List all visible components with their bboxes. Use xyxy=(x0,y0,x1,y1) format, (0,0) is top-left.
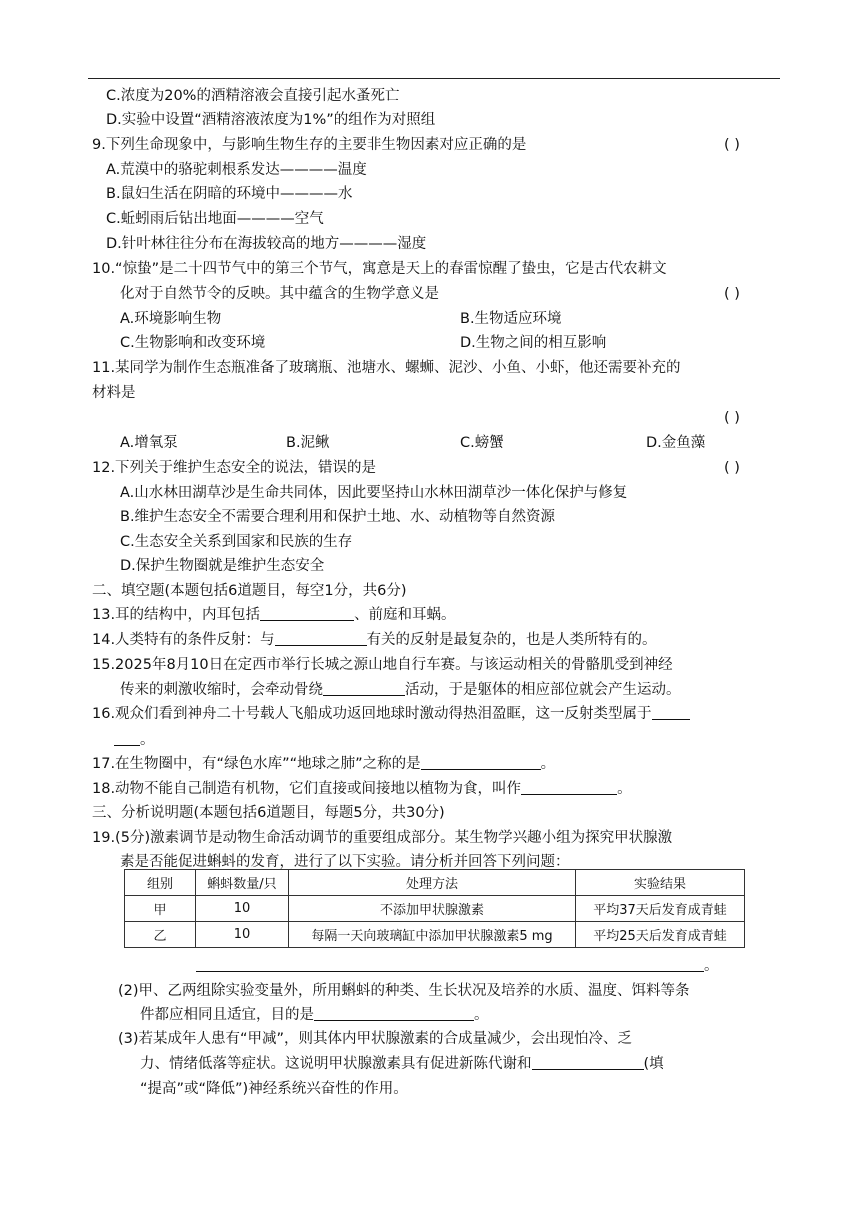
table-header-row xyxy=(125,870,745,896)
q11-stem-line2: 材料是 xyxy=(92,385,136,401)
q18-answer-blank[interactable] xyxy=(521,780,617,795)
table-cell: 10 xyxy=(196,896,289,922)
q19-part3-line1: (3)若某成年人患有“甲减”，则其体内甲状腺激素的合成量减少，会出现怕冷、乏 xyxy=(118,1031,633,1047)
q19-stem-line2: 素是否能促进蝌蚪的发育，进行了以下实验。请分析并回答下列问题： xyxy=(120,854,570,870)
table-cell: 平均37天后发育成青蛙 xyxy=(576,896,745,922)
q19-part1-answer-line xyxy=(196,956,719,976)
q18-text-b: 。 xyxy=(617,781,632,797)
q11-option-c: C.螃蟹 xyxy=(460,435,504,451)
table-row xyxy=(125,922,745,948)
q17-answer-blank[interactable] xyxy=(421,755,541,770)
q19-part1-end: 。 xyxy=(704,958,719,974)
q16-line1 xyxy=(92,704,690,724)
q12-stem: 12.下列关于维护生态安全的说法，错误的是 xyxy=(92,460,377,476)
q12-answer-paren: ( ) xyxy=(724,460,740,476)
q19-part2-line1: (2)甲、乙两组除实验变量外，所用蝌蚪的种类、生长状况及培养的水质、温度、饵料等条 xyxy=(118,983,690,999)
table-header-cell: 实验结果 xyxy=(576,870,745,896)
q14 xyxy=(92,630,657,650)
q12-option-b: B.维护生态安全不需要合理利用和保护土地、水、动植物等自然资源 xyxy=(120,509,556,525)
q11-stem-line1: 11.某同学为制作生态瓶准备了玻璃瓶、池塘水、螺蛳、泥沙、小鱼、小虾，他还需要补充的 xyxy=(92,360,681,376)
q14-text-a: 14.人类特有的条件反射：与 xyxy=(92,632,275,648)
q18 xyxy=(92,779,632,799)
q9-option-d: D.针叶林往往分布在海拔较高的地方————湿度 xyxy=(106,236,427,252)
q13-text-a: 13.耳的结构中，内耳包括 xyxy=(92,607,261,623)
table-cell: 10 xyxy=(196,922,289,948)
q16-text-a: 16.观众们看到神舟二十号载人飞船成功返回地球时激动得热泪盈眶，这一反射类型属于 xyxy=(92,706,652,722)
q10-option-d: D.生物之间的相互影响 xyxy=(460,335,607,351)
q8-option-d: D.实验中设置“酒精溶液浓度为1%”的组作为对照组 xyxy=(106,112,436,128)
q10-option-a: A.环境影响生物 xyxy=(120,311,222,327)
table-cell: 每隔一天向玻璃缸中添加甲状腺激素5 mg xyxy=(289,922,576,948)
table-cell: 不添加甲状腺激素 xyxy=(289,896,576,922)
q16-answer-blank-part1[interactable] xyxy=(652,705,690,720)
header-rule xyxy=(88,78,780,79)
q12-option-a: A.山水林田湖草沙是生命共同体，因此要坚持山水林田湖草沙一体化保护与修复 xyxy=(120,485,628,501)
table-header-cell: 处理方法 xyxy=(289,870,576,896)
q15-line2 xyxy=(120,680,681,700)
q19-part3-line2 xyxy=(140,1054,664,1074)
q12-option-d: D.保护生物圈就是维护生态安全 xyxy=(120,558,325,574)
q9-option-a: A.荒漠中的骆驼刺根系发达————温度 xyxy=(106,162,367,178)
q19-part3-line3: “提高”或“降低”)神经系统兴奋性的作用。 xyxy=(140,1081,408,1097)
q10-answer-paren: ( ) xyxy=(724,286,740,302)
q19-part2-text-a: 件都应相同且适宜，目的是 xyxy=(140,1007,314,1023)
q16-answer-blank-part2[interactable] xyxy=(114,731,140,746)
q19-part3-text-a: 力、情绪低落等症状。这说明甲状腺激素具有促进新陈代谢和 xyxy=(140,1056,532,1072)
q15-line1: 15.2025年8月10日在定西市举行长城之源山地自行车赛。与该运动相关的骨骼肌受到神经 xyxy=(92,657,673,673)
q14-text-b: 有关的反射是最复杂的，也是人类所特有的。 xyxy=(366,632,657,648)
q9-option-c: C.蚯蚓雨后钻出地面————空气 xyxy=(106,211,324,227)
q19-part1-answer-blank[interactable] xyxy=(196,957,704,972)
q11-option-d: D.金鱼藻 xyxy=(646,435,706,451)
q13-answer-blank[interactable] xyxy=(260,606,354,621)
table-cell: 平均25天后发育成青蛙 xyxy=(576,922,745,948)
q13-text-b: 、前庭和耳蜗。 xyxy=(354,607,456,623)
table-header-cell: 蝌蚪数量/只 xyxy=(196,870,289,896)
q11-option-a: A.增氧泵 xyxy=(120,435,178,451)
q9-option-b: B.鼠妇生活在阴暗的环境中————水 xyxy=(106,186,353,202)
q19-stem-line1: 19.(5分)激素调节是动物生命活动调节的重要组成部分。某生物学兴趣小组为探究甲状腺激 xyxy=(92,830,673,846)
table-header-cell: 组别 xyxy=(125,870,196,896)
q12-option-c: C.生态安全关系到国家和民族的生存 xyxy=(120,534,353,550)
q10-stem-line2: 化对于自然节令的反映。其中蕴含的生物学意义是 xyxy=(120,286,439,302)
q19-part3-text-b: (填 xyxy=(643,1056,664,1072)
q14-answer-blank[interactable] xyxy=(275,631,367,646)
q8-option-c: C.浓度为20%的酒精溶液会直接引起水蚤死亡 xyxy=(106,88,400,104)
q9-answer-paren: ( ) xyxy=(724,137,740,153)
q17 xyxy=(92,754,555,774)
experiment-table xyxy=(124,869,745,948)
q17-text-a: 17.在生物圈中，有“绿色水库”“地球之肺”之称的是 xyxy=(92,756,421,772)
q10-stem-line1: 10.“惊蛰”是二十四节气中的第三个节气，寓意是天上的春雷惊醒了蛰虫，它是古代农耕文 xyxy=(92,261,667,277)
q10-option-b: B.生物适应环境 xyxy=(460,311,562,327)
q16-line2 xyxy=(114,730,155,750)
q19-part2-line2 xyxy=(140,1005,489,1025)
q19-part2-answer-blank[interactable] xyxy=(314,1006,474,1021)
q18-text-a: 18.动物不能自己制造有机物，它们直接或间接地以植物为食，叫作 xyxy=(92,781,522,797)
q19-part3-answer-blank[interactable] xyxy=(532,1055,644,1070)
section-analysis-heading: 三、分析说明题(本题包括6道题目，每题5分，共30分) xyxy=(92,805,445,821)
q16-text-b: 。 xyxy=(140,732,155,748)
q11-answer-paren: ( ) xyxy=(724,410,740,426)
table-cell: 甲 xyxy=(125,896,196,922)
q19-part2-text-b: 。 xyxy=(474,1007,489,1023)
table-cell: 乙 xyxy=(125,922,196,948)
q15-text-a: 传来的刺激收缩时，会牵动骨绕 xyxy=(120,682,323,698)
q13 xyxy=(92,605,456,625)
q15-answer-blank[interactable] xyxy=(323,681,405,696)
table-row xyxy=(125,896,745,922)
q10-option-c: C.生物影响和改变环境 xyxy=(120,335,266,351)
section-fill-in-heading: 二、填空题(本题包括6道题目，每空1分，共6分) xyxy=(92,583,407,599)
q11-option-b: B.泥鳅 xyxy=(286,435,330,451)
q9-stem: 9.下列生命现象中，与影响生物生存的主要非生物因素对应正确的是 xyxy=(92,137,527,153)
q15-text-b: 活动，于是躯体的相应部位就会产生运动。 xyxy=(405,682,681,698)
q17-text-b: 。 xyxy=(540,756,556,772)
